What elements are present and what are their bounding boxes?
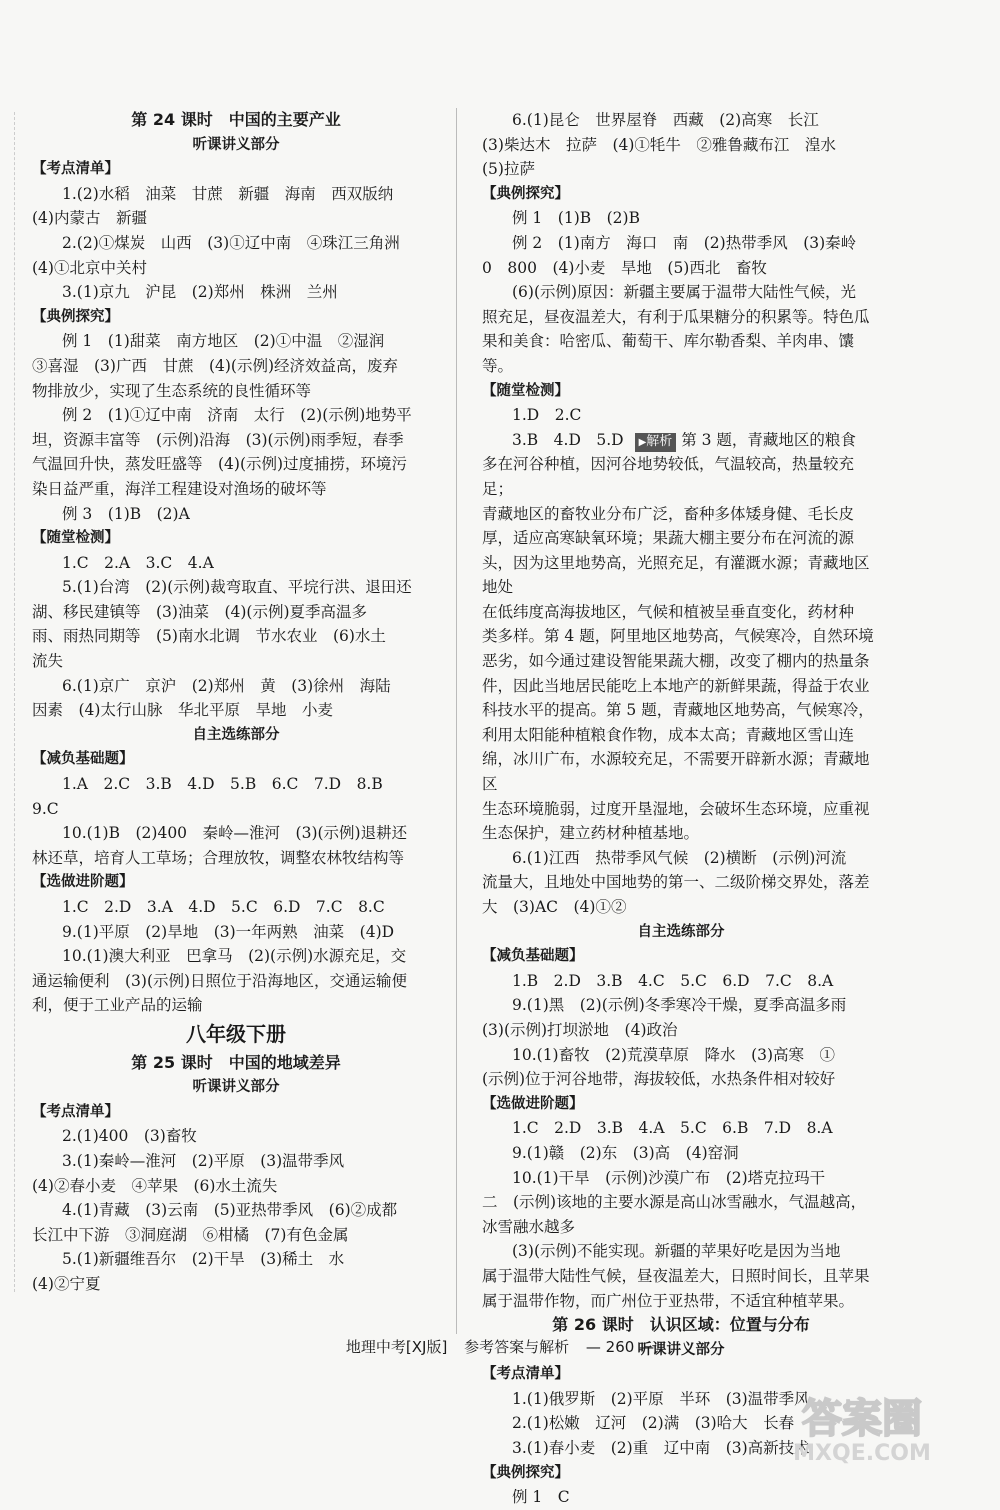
analysis-line: 利用太阳能种植粮食作物，成本太高；青藏地区雪山连 bbox=[482, 725, 855, 744]
answer-line: 4.(1)青藏 (3)云南 (5)亚热带季风 (6)②成都 bbox=[62, 1201, 398, 1220]
answer-line: 0 800 (4)小麦 旱地 (5)西北 畜牧 bbox=[482, 258, 767, 277]
answer-line: 属于温带作物，而广州位于亚热带，不适宜种植苹果。 bbox=[482, 1291, 855, 1310]
grade-title: 八年级下册 bbox=[186, 1021, 286, 1046]
analysis-line: 生态环境脆弱，过度开垦湿地，会破坏生态环境，应重视 bbox=[482, 799, 870, 818]
answer-line: 例 1 C bbox=[512, 1488, 570, 1507]
answer-line: (6)(示例)原因：新疆主要属于温带大陆性气候，光 bbox=[512, 283, 857, 302]
left-column bbox=[32, 108, 440, 1297]
answer-line: 属于温带大陆性气候，昼夜温差大，日照时间长，且苹果 bbox=[482, 1266, 870, 1285]
analysis-line: 类多样。第 4 题，阿里地区地势高，气候寒冷，自然环境 bbox=[482, 627, 874, 646]
answer-line: 9.(1)平原 (2)旱地 (3)一年两熟 油菜 (4)D bbox=[62, 922, 395, 941]
analysis-line: 多在河谷种植，因河谷地势较低，气温较高，热量较充足； bbox=[482, 455, 855, 498]
section-label: 【随堂检测】 bbox=[32, 530, 119, 547]
analysis-line: 青藏地区的畜牧业分布广泛，畜种多体矮身健、毛长皮 bbox=[482, 504, 855, 523]
analysis-badge-label: 解析 bbox=[646, 433, 673, 449]
answer-line: 1.C 2.A 3.C 4.A bbox=[62, 553, 214, 572]
section-subtitle: 听课讲义部分 bbox=[192, 1079, 280, 1096]
answer-line: 大 (3)AC (4)①② bbox=[482, 898, 627, 916]
answer-line: 2.(1)400 (3)畜牧 bbox=[62, 1127, 197, 1146]
section-subtitle: 听课讲义部分 bbox=[192, 136, 280, 153]
lesson-title: 第 26 课时 认识区域：位置与分布 bbox=[552, 1315, 810, 1335]
watermark-graphic bbox=[752, 1388, 972, 1466]
watermark-main-text: 答案圈 bbox=[802, 1396, 922, 1442]
answer-line: 1.B 2.D 3.B 4.C 5.C 6.D 7.C 8.A bbox=[512, 971, 834, 990]
answer-line: 6.(1)江西 热带季风气候 (2)横断 (示例)河流 bbox=[512, 848, 847, 867]
section-label: 【考点清单】 bbox=[32, 1103, 119, 1120]
analysis-line: 厚，适应高寒缺氧环境；果蔬大棚主要分布在河流的源 bbox=[482, 529, 855, 548]
answer-line: 二 (示例)该地的主要水源是高山冰雪融水，气温越高， bbox=[482, 1193, 867, 1212]
section-label: 【减负基础题】 bbox=[32, 751, 134, 768]
answer-line: 照充足，昼夜温差大，有利于瓜果糖分的积累等。特色瓜 bbox=[482, 307, 870, 326]
answer-line: 例 1 (1)B (2)B bbox=[512, 209, 640, 228]
answer-line: 6.(1)昆仑 世界屋脊 西藏 (2)高寒 长江 bbox=[512, 111, 819, 129]
answer-line: 6.(1)京广 京沪 (2)郑州 黄 (3)徐州 海陆 bbox=[62, 676, 391, 695]
answer-line: 5.(1)新疆维吾尔 (2)干旱 (3)稀土 水 bbox=[62, 1250, 345, 1269]
analysis-line: 在低纬度高海拔地区，气候和植被呈垂直变化，药材种 bbox=[482, 602, 855, 621]
answer-line: ③喜湿 (3)广西 甘蔗 (4)(示例)经济效益高，废弃 bbox=[32, 356, 399, 375]
section-label: 【选做进阶题】 bbox=[482, 1095, 584, 1112]
answer-line: 雨、雨热同期等 (5)南水北调 节水农业 (6)水土 bbox=[32, 627, 386, 646]
answer-line: 3.(1)京九 沪昆 (2)郑州 株洲 兰州 bbox=[62, 283, 338, 302]
section-label: 【随堂检测】 bbox=[482, 382, 569, 399]
answer-line: (4)②宁夏 bbox=[32, 1274, 101, 1293]
watermark-url: MXQE.COM bbox=[793, 1441, 931, 1466]
right-column bbox=[482, 108, 880, 1510]
answer-line: 10.(1)澳大利亚 巴拿马 (2)(示例)水源充足，交 bbox=[62, 947, 407, 966]
answer-line: (4)①北京中关村 bbox=[32, 258, 147, 277]
play-triangle-icon: ▶ bbox=[638, 436, 647, 448]
answer-line: 利，便于工业产品的运输 bbox=[32, 996, 203, 1015]
section-label: 【典例探究】 bbox=[32, 308, 119, 325]
answer-line: 因素 (4)太行山脉 华北平原 旱地 小麦 bbox=[32, 701, 333, 720]
analysis-badge bbox=[635, 433, 677, 452]
answer-line: 10.(1)畜牧 (2)荒漠草原 降水 (3)高寒 ① bbox=[512, 1045, 836, 1064]
answer-line: 流失 bbox=[32, 652, 64, 671]
column-divider bbox=[456, 108, 457, 1334]
footer-label: 参考答案与解析 bbox=[464, 1338, 570, 1356]
answer-line: 9.C bbox=[32, 799, 59, 818]
answer-line: (4)②春小麦 ④苹果 (6)水土流失 bbox=[32, 1176, 278, 1195]
answer-line: 5.(1)台湾 (2)(示例)裁弯取直、平垸行洪、退田还 bbox=[62, 578, 412, 597]
section-subtitle: 自主选练部分 bbox=[637, 923, 725, 940]
answer-line: 1.C 2.D 3.A 4.D 5.C 6.D 7.C 8.C bbox=[62, 898, 385, 916]
answer-line: 10.(1)干旱 (示例)沙漠广布 (2)塔克拉玛干 bbox=[512, 1168, 826, 1187]
lesson-title: 第 24 课时 中国的主要产业 bbox=[131, 110, 341, 129]
answer-line: 9.(1)黑 (2)(示例)冬季寒冷干燥，夏季高温多雨 bbox=[512, 996, 847, 1015]
analysis-text: 第 3 题，青藏地区的粮食 bbox=[681, 430, 856, 449]
answer-line: 1.A 2.C 3.B 4.D 5.B 6.C 7.D 8.B bbox=[62, 775, 383, 794]
analysis-line: 恶劣，如今通过建设智能果蔬大棚，改变了棚内的热量条 bbox=[482, 652, 870, 671]
section-label: 【典例探究】 bbox=[482, 1464, 569, 1481]
section-subtitle: 自主选练部分 bbox=[192, 726, 280, 743]
answer-line: 气温回升快，蒸发旺盛等 (4)(示例)过度捕捞，环境污 bbox=[32, 455, 408, 474]
answer-line: (3)(示例)不能实现。新疆的苹果好吃是因为当地 bbox=[512, 1242, 841, 1261]
answer-line: 2.(1)松嫩 辽河 (2)满 (3)哈大 长春 bbox=[512, 1414, 795, 1433]
margin-line bbox=[14, 112, 15, 1292]
answer-line: 例 2 (1)①辽中南 济南 太行 (2)(示例)地势平 bbox=[62, 406, 412, 425]
answer-line: 林还草，培育人工草场；合理放牧，调整农林牧结构等 bbox=[32, 848, 405, 867]
answer-line: 1.D 2.C bbox=[512, 406, 582, 425]
footer-subject: 地理中考[XJ版] bbox=[345, 1338, 448, 1356]
page-number: — 260 — bbox=[585, 1338, 655, 1356]
section-label: 【典例探究】 bbox=[482, 185, 569, 202]
analysis-line: 生态保护，建立药材种植基地。 bbox=[482, 824, 700, 843]
answer-line: 冰雪融水越多 bbox=[482, 1217, 576, 1236]
answer-line bbox=[482, 428, 880, 453]
analysis-line: 科技水平的提高。第 5 题，青藏地区地势高，气候寒冷， bbox=[482, 701, 874, 720]
answer-line: 9.(1)赣 (2)东 (3)高 (4)窑洞 bbox=[512, 1143, 739, 1162]
answer-line: 3.(1)秦岭—淮河 (2)平原 (3)温带季风 bbox=[62, 1151, 345, 1170]
watermark-logo bbox=[752, 1388, 972, 1466]
answer-choices: 3.B 4.D 5.D bbox=[512, 430, 624, 449]
section-label: 【考点清单】 bbox=[32, 161, 119, 178]
analysis-line: 绵，冰川广布，水源较充足，不需要开辟新水源；青藏地区 bbox=[482, 750, 870, 794]
answer-line: 例 3 (1)B (2)A bbox=[62, 504, 190, 523]
answer-line: 果和美食：哈密瓜、葡萄干、库尔勒香梨、羊肉串、馕等。 bbox=[482, 332, 855, 375]
answer-line: 通运输便利 (3)(示例)日照位于沿海地区，交通运输便 bbox=[32, 971, 408, 990]
answer-line: 10.(1)B (2)400 秦岭—淮河 (3)(示例)退耕还 bbox=[62, 824, 408, 843]
analysis-line: 头，因为这里地势高，光照充足，有灌溉水源；青藏地区地处 bbox=[482, 553, 870, 597]
answer-line: 1.C 2.D 3.B 4.A 5.C 6.B 7.D 8.A bbox=[512, 1119, 833, 1138]
section-label: 【选做进阶题】 bbox=[32, 874, 134, 891]
answer-line: 3.(1)春小麦 (2)重 辽中南 (3)高新技术 bbox=[512, 1439, 810, 1458]
answer-line: 染日益严重，海洋工程建设对渔场的破坏等 bbox=[32, 479, 327, 498]
lesson-title: 第 25 课时 中国的地域差异 bbox=[131, 1052, 341, 1072]
answer-line: 例 1 (1)甜菜 南方地区 (2)①中温 ②湿润 bbox=[62, 332, 385, 351]
page-footer bbox=[0, 1336, 1000, 1357]
answer-line: (4)内蒙古 新疆 bbox=[32, 209, 147, 228]
section-label: 【考点清单】 bbox=[482, 1366, 569, 1383]
answer-line: 例 2 (1)南方 海口 南 (2)热带季风 (3)秦岭 bbox=[512, 233, 857, 252]
section-label: 【减负基础题】 bbox=[482, 948, 584, 965]
answer-line: 2.(2)①煤炭 山西 (3)①辽中南 ④珠江三角洲 bbox=[62, 233, 400, 252]
answer-line: 物排放少，实现了生态系统的良性循环等 bbox=[32, 381, 312, 400]
answer-line: (3)(示例)打坝淤地 (4)政治 bbox=[482, 1020, 678, 1039]
answer-line: 长江中下游 ③洞庭湖 ⑥柑橘 (7)有色金属 bbox=[32, 1225, 349, 1244]
answer-line: (3)柴达木 拉萨 (4)①牦牛 ②雅鲁藏布江 湟水 bbox=[482, 135, 836, 154]
answer-line: 湖、移民建镇等 (3)油菜 (4)(示例)夏季高温多 bbox=[32, 602, 368, 621]
analysis-line: 件，因此当地居民能吃上本地产的新鲜果蔬，得益于农业 bbox=[482, 676, 870, 695]
answer-line: (示例)位于河谷地带，海拔较低，水热条件相对较好 bbox=[482, 1070, 836, 1089]
section-subtitle: 听课讲义部分 bbox=[637, 1341, 725, 1358]
answer-line: 流量大，且地处中国地势的第一、二级阶梯交界处，落差 bbox=[482, 873, 870, 892]
answer-line: 1.(1)俄罗斯 (2)平原 半环 (3)温带季风 bbox=[512, 1389, 810, 1408]
answer-line: 坦，资源丰富等 (示例)沿海 (3)(示例)雨季短，春季 bbox=[32, 430, 404, 449]
answer-line: (5)拉萨 bbox=[482, 160, 535, 179]
answer-line: 1.(2)水稻 油菜 甘蔗 新疆 海南 西双版纳 bbox=[62, 184, 394, 203]
